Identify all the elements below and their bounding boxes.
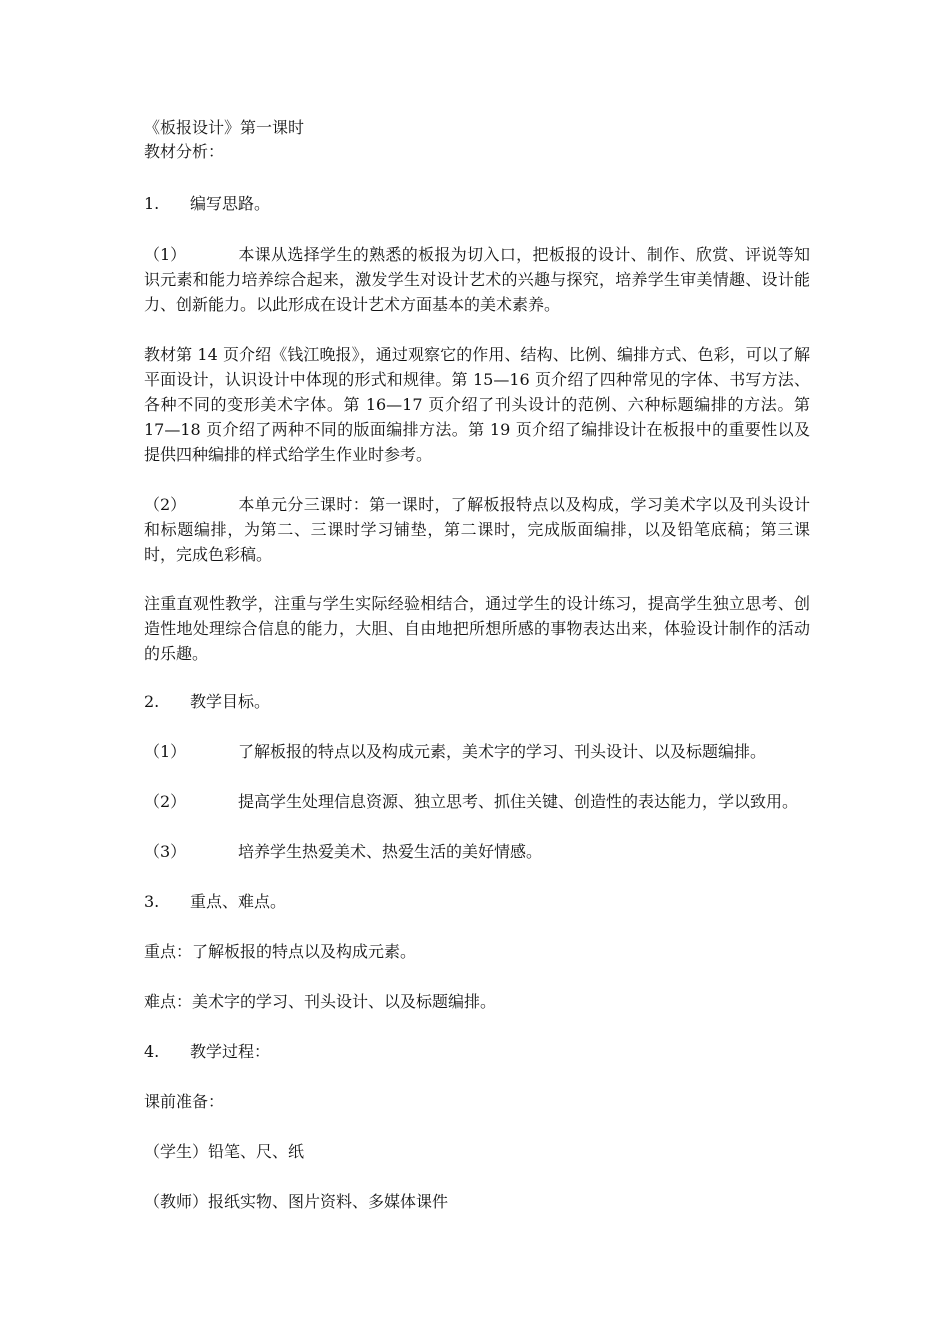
section-title: 编写思路。 [190, 194, 271, 213]
section-title: 教学过程： [190, 1042, 271, 1061]
goal-text: 了解板报的特点以及构成元素，美术字的学习、刊头设计、以及标题编排。 [238, 742, 767, 761]
paragraph-textbook-content: 教材第 14 页介绍《钱江晚报》，通过观察它的作用、结构、比例、编排方式、色彩，可以了解平面设计，认识设计中体现的形式和规律。第 15—16 页介绍了四种常见的字体、书写方法、各种不同的变形美术字体。第 16—17 页介绍了刊头设计的范例、六种标题编排的方法。第 17—18 页介绍了两种不同的版面编排方法。第 19 页介绍了编排设计在板报中的重要性以及提供四种编排的样式给学生作业时参考。 [144, 345, 810, 464]
goal-text: 提高学生处理信息资源、独立思考、抓住关键、创造性的表达能力，学以致用。 [238, 792, 799, 811]
item-label: （2） [144, 495, 187, 514]
goal-text: 培养学生热爱美术、热爱生活的美好情感。 [238, 842, 543, 861]
key-point: 重点：了解板报的特点以及构成元素。 [144, 942, 417, 961]
section-3-heading [144, 892, 286, 912]
section-2-heading [144, 692, 270, 712]
section-number: 2. [144, 692, 160, 711]
paragraph-writing-idea-1 [144, 242, 810, 317]
section-4-heading [144, 1042, 270, 1062]
goal-item-3 [144, 842, 542, 862]
item-label: （1） [144, 245, 187, 264]
item-label: （3） [144, 842, 187, 861]
section-number: 3. [144, 892, 160, 911]
section-title: 重点、难点。 [190, 892, 287, 911]
paragraph-writing-idea-2 [144, 492, 810, 567]
paragraph-teaching-approach: 注重直观性教学，注重与学生实际经验相结合，通过学生的设计练习，提高学生独立思考、创造性地处理综合信息的能力，大胆、自由地把所想所感的事物表达出来，体验设计制作的活动的乐趣。 [144, 594, 810, 663]
paragraph-text: 本单元分三课时：第一课时，了解板报特点以及构成，学习美术字以及刊头设计和标题编排，为第二、三课时学习铺垫，第二课时，完成版面编排，以及铅笔底稿；第三课时，完成色彩稿。 [144, 495, 810, 564]
analysis-heading: 教材分析： [144, 142, 225, 161]
section-number: 1. [144, 194, 160, 213]
item-label: （1） [144, 742, 187, 761]
section-title: 教学目标。 [190, 692, 271, 711]
goal-item-1 [144, 742, 766, 762]
difficult-point: 难点：美术字的学习、刊头设计、以及标题编排。 [144, 992, 497, 1011]
prep-heading: 课前准备： [144, 1092, 225, 1111]
prep-student: （学生）铅笔、尺、纸 [144, 1142, 305, 1161]
document-title: 《板报设计》第一课时 [144, 118, 305, 137]
section-1-heading [144, 194, 270, 214]
item-label: （2） [144, 792, 187, 811]
prep-teacher: （教师）报纸实物、图片资料、多媒体课件 [144, 1192, 449, 1211]
goal-item-2 [144, 792, 798, 812]
section-number: 4. [144, 1042, 160, 1061]
paragraph-text: 本课从选择学生的熟悉的板报为切入口，把板报的设计、制作、欣赏、评说等知识元素和能力培养综合起来，激发学生对设计艺术的兴趣与探究，培养学生审美情趣、设计能力、创新能力。以此形成在设计艺术方面基本的美术素养。 [144, 245, 810, 314]
